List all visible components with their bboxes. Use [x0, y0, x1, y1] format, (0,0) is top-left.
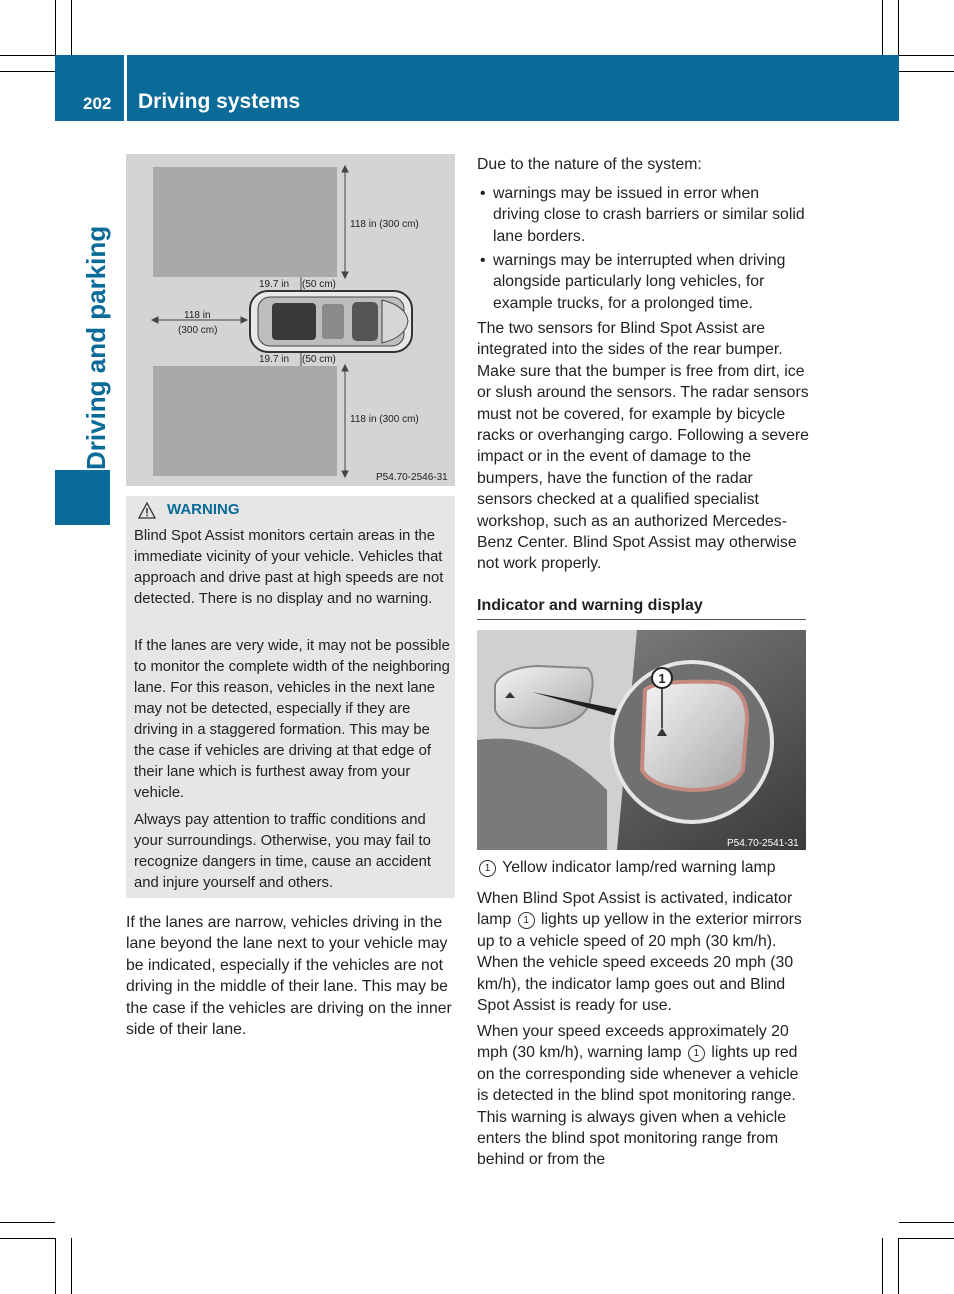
bullet-marker: •	[480, 185, 486, 202]
activation-text-b: lights up yellow in the exterior mirrors up to a vehicle speed of 20 mph (30 km/h). When the vehicle speed exceeds 20 mph (30 km/h), the indicator lamp goes out and Blind Spot Assist is ready for use.	[477, 911, 802, 1015]
callout-1-circle: 1	[479, 860, 496, 877]
crop-mark	[882, 0, 883, 55]
legend-text: Yellow indicator lamp/red warning lamp	[502, 859, 776, 876]
crop-mark	[898, 0, 899, 55]
crop-mark	[882, 1238, 883, 1294]
monitoring-zone-bottom	[153, 366, 337, 476]
sensors-paragraph: The two sensors for Blind Spot Assist are integrated into the sides of the rear bumper. Make sure that the bumper is free from dirt, ice or slush around the sensors. The radar sensors must not be covered, for example by bicycle racks or overhanging cargo. Following a severe impact or in the event of damage to the bumpers, have the function of the radar sensors checked at a qualified specialist workshop, such as an authorized Mercedes-Benz Center. Blind Spot Assist may otherwise not work properly.	[477, 320, 809, 573]
blind-spot-range-diagram	[126, 154, 455, 486]
crop-mark	[898, 1238, 899, 1294]
crop-mark	[0, 71, 55, 72]
warning-paragraph-1: Blind Spot Assist monitors certain areas in the immediate vicinity of your vehicle. Vehicles that approach and drive past at high speeds are not detected. There is no display and no warning.	[134, 528, 444, 607]
warning-title: WARNING	[167, 501, 240, 518]
bullet-marker: •	[480, 252, 486, 269]
figure1-code: P54.70-2546-31	[376, 472, 448, 483]
section-rule	[477, 619, 806, 620]
activation-text-a: When Blind Spot Assist is activated, indicator lamp	[477, 890, 793, 929]
crop-mark	[899, 55, 954, 56]
dim-gap-bot-in-label: 19.7 in	[259, 354, 290, 365]
figure2-code: P54.70-2541-31	[727, 838, 799, 849]
crop-mark	[899, 1238, 954, 1239]
warning-triangle-icon	[138, 502, 156, 519]
dim-top-label: 118 in (300 cm)	[350, 219, 419, 230]
monitoring-zone-top	[153, 167, 337, 277]
speed-warning-paragraph	[477, 1021, 809, 1171]
warning-paragraph-2: If the lanes are very wide, it may not be possible to monitor the complete width of the neighboring lane. For this reason, vehicles in the next lane may not be detected, especially if they are driving in a staggered formation. This may be the case if vehicles are driving at that edge of their lane which is furthest away from your vehicle.	[134, 638, 450, 801]
figure-legend	[477, 857, 807, 878]
range-diagram-graphic	[126, 154, 455, 486]
speed-text-c: red on the corresponding side whenever a vehicle is detected in the blind spot monitoring range. This warning is always given when a vehicle enters the blind spot monitoring range from behind or from the	[477, 1044, 799, 1169]
crop-mark	[71, 0, 72, 55]
crop-mark	[71, 1238, 72, 1294]
dim-bottom-label: 118 in (300 cm)	[350, 414, 419, 425]
narrow-lanes-paragraph: If the lanes are narrow, vehicles driving in the lane beyond the lane next to your vehicle may be indicated, especially if the vehicles are not driving in the middle of their lane. This may be the case if the vehicles are driving on the inner side of their lane.	[126, 914, 452, 1039]
page-number: 202	[83, 94, 112, 113]
warning-paragraph-3: Always pay attention to traffic conditions and your surroundings. Otherwise, you may fail to recognize dangers in time, cause an accident and injure yourself and others.	[134, 812, 431, 891]
speed-text-a: When your speed exceeds approximately 20 mph (30 km/h), warning lamp	[477, 1023, 789, 1062]
crop-mark	[899, 1222, 954, 1223]
dim-gap-top-in-label: 19.7 in	[259, 279, 290, 290]
mirror-illustration	[477, 630, 806, 850]
section-heading: Indicator and warning display	[477, 597, 703, 614]
header-divider	[124, 55, 127, 121]
side-tab	[55, 470, 110, 525]
activation-paragraph	[477, 888, 809, 1016]
car-top-view	[250, 291, 412, 352]
speed-text-b: lights up	[711, 1044, 771, 1062]
crop-mark	[55, 1238, 56, 1294]
side-tab-label: Driving and parking	[81, 225, 111, 470]
bullet-long-vehicles: warnings may be interrupted when driving alongside particularly long vehicles, for example trucks, for a prolonged time.	[493, 252, 786, 312]
mirror-indicator-figure	[477, 630, 806, 850]
dim-side-in-label: 118 in	[184, 310, 211, 321]
dim-gap-bot-cm-label: (50 cm)	[302, 354, 336, 365]
crop-mark	[0, 55, 55, 56]
dim-gap-top-cm-label: (50 cm)	[302, 279, 336, 290]
nature-intro: Due to the nature of the system:	[477, 156, 702, 173]
crop-mark	[0, 1222, 55, 1223]
callout-1-circle: 1	[688, 1045, 705, 1062]
crop-mark	[55, 0, 56, 55]
crop-mark	[899, 71, 954, 72]
chapter-title: Driving systems	[138, 90, 301, 113]
callout-1-number: 1	[658, 671, 666, 686]
bullet-crash-barriers: warnings may be issued in error when driving close to crash barriers or similar solid lane borders.	[493, 185, 805, 245]
dim-side-cm-label: (300 cm)	[178, 325, 218, 336]
callout-1-circle: 1	[518, 912, 535, 929]
crop-mark	[0, 1238, 55, 1239]
